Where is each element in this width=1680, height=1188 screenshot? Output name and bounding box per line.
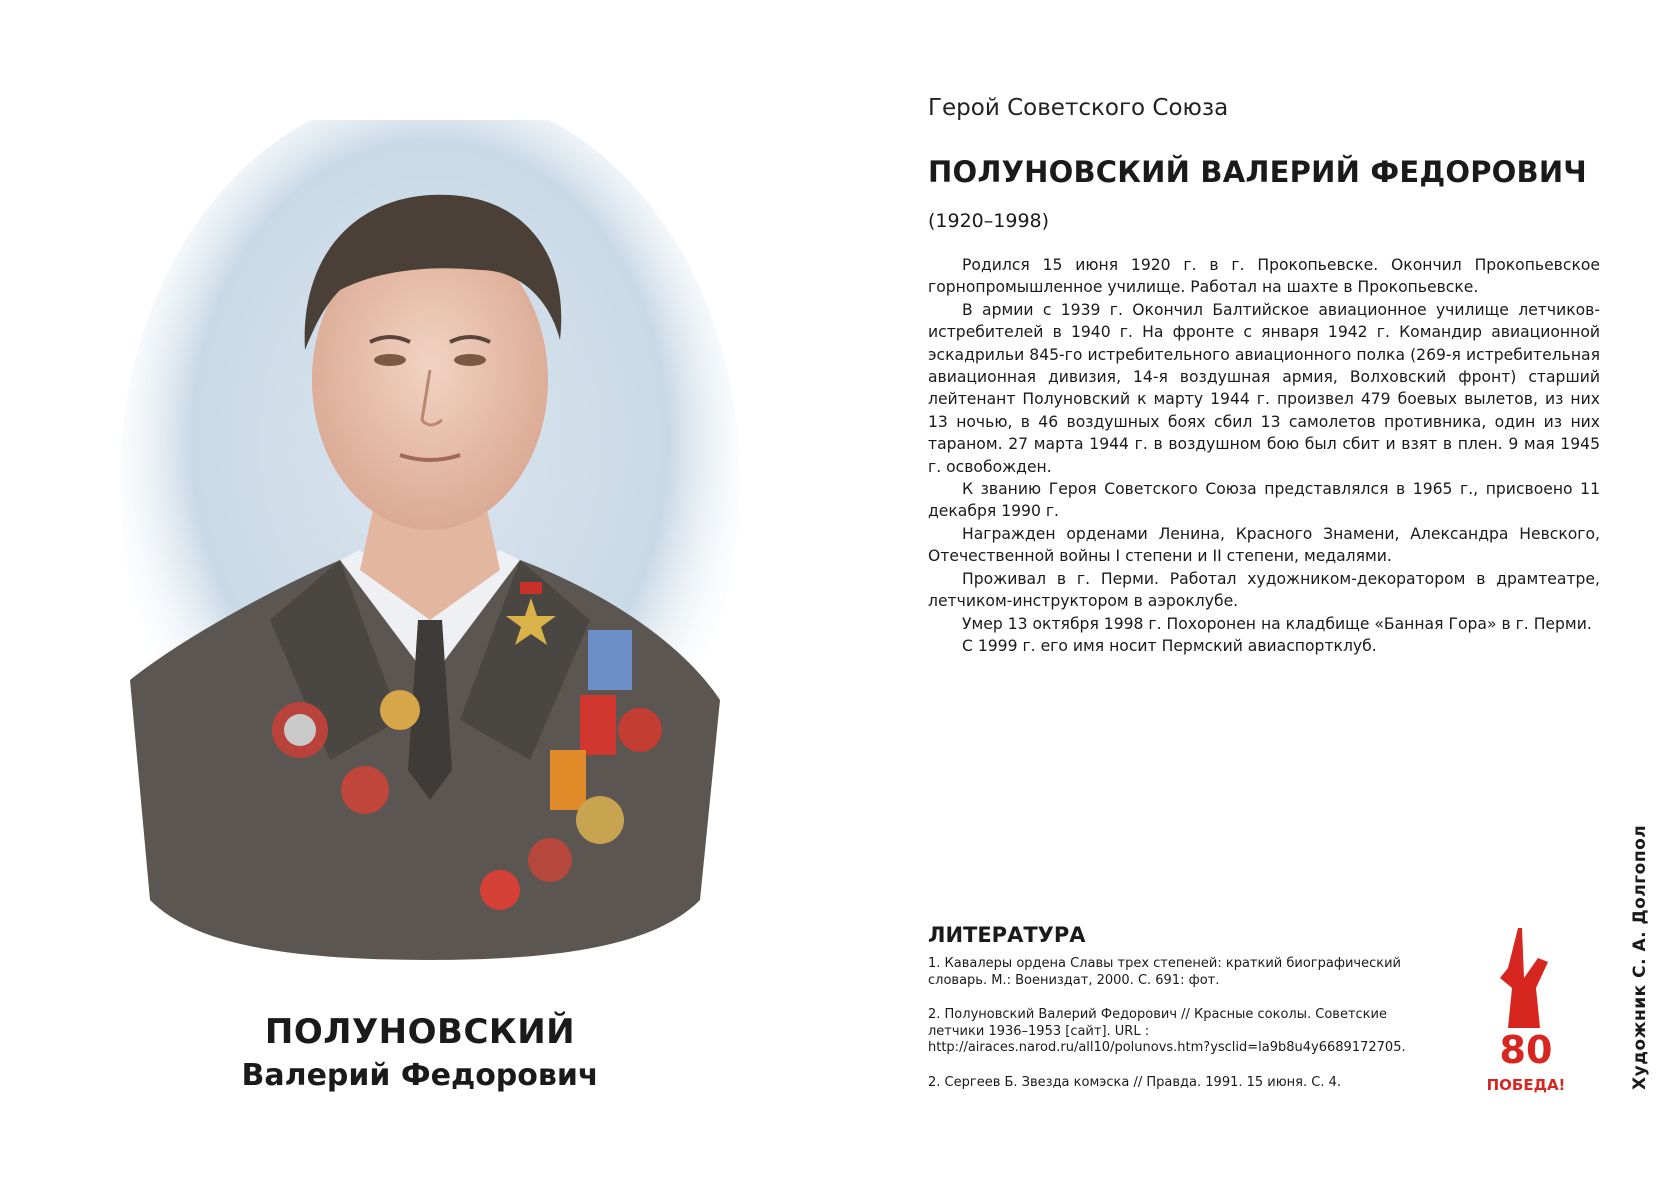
caption-surname: ПОЛУНОВСКИЙ [264,1012,576,1052]
medal-ribbon [550,750,586,810]
bio-paragraph: С 1999 г. его имя носит Пермский авиаспортклуб. [962,636,1377,655]
literature-item: 2. Полуновский Валерий Федорович // Красные соколы. Советские летчики 1936–1953 [сайт]. URL : http://airaces.narod.ru/all10/polunovs.htm?ysclid=la9b8u4y6689172705. [928,1007,1406,1055]
portrait-painting [100,120,740,970]
literature-item: 2. Сергеев Б. Звезда комэска // Правда. 1991. 15 июня. С. 4. [928,1074,1342,1090]
medal [380,690,420,730]
page-subtitle: Герой Советского Союза [928,95,1229,121]
order-medal [341,766,389,814]
biography-section [928,88,1600,657]
page-title: ПОЛУНОВСКИЙ ВАЛЕРИЙ ФЕДОРОВИЧ [928,155,1587,189]
emblem-number: 80 [1499,1028,1553,1072]
bio-paragraph: Награжден орденами Ленина, Красного Знамени, Александра Невского, Отечественной войны I степени и II степени, медалями. [928,524,1600,566]
bio-paragraph: В армии с 1939 г. Окончил Балтийское авиационное училище летчиков-истребителей в 1940 г. На фронте с января 1942 г. Командир авиационной эскадрильи 845-го истребительного авиационного полка (269-я истребительная авиационная дивизия, 14-я воздушная армия, Волховский фронт) старший лейтенант Полуновский к марту 1944 г. произвел 479 боевых вылетов, из них 13 ночью, в 46 воздушных боях сбил 13 самолетов противника, один из них тараном. 27 марта 1944 г. в воздушном бою был сбит и взят в плен. 9 мая 1945 г. освобожден. [928,300,1600,476]
literature-section [928,920,1428,1091]
literature-item: 1. Кавалеры ордена Славы трех степеней: краткий биографический словарь. М.: Воениздат, 2000. С. 691: фот. [928,956,1401,988]
biography-text [928,254,1600,657]
life-years: (1920–1998) [928,210,1050,232]
order-medal [528,838,572,882]
victory-80-logo [1478,918,1574,1098]
motherland-statue-icon [1500,928,1548,1028]
bio-paragraph: Умер 13 октября 1998 г. Похоронен на кладбище «Банная Гора» в г. Перми. [962,614,1592,633]
bio-paragraph: К званию Героя Советского Союза представлялся в 1965 г., присвоено 11 декабря 1990 г. [928,480,1600,521]
victory-emblem [1478,918,1574,1098]
left-eye [374,354,406,366]
caption-given-name: Валерий Федорович [241,1058,599,1093]
bio-paragraph: Родился 15 июня 1920 г. в г. Прокопьевске. Окончил Прокопьевское горнопромышленное училище. Работал на шахте в Прокопьевске. [928,256,1600,297]
artist-credit: Художник С. А. Долгопол [1630,824,1650,1090]
portrait-caption [100,1010,740,1098]
emblem-word: ПОБЕДА! [1486,1076,1566,1094]
order-medal-center [284,714,316,746]
bio-paragraph: Проживал в г. Перми. Работал художником-декоратором в драмтеатре, летчиком-инструктором в аэроклубе. [928,569,1600,611]
medal-ribbon [580,695,616,755]
order-medal [618,708,662,752]
medal-ribbon [588,630,632,690]
order-medal [480,870,520,910]
literature-heading: ЛИТЕРАТУРА [928,923,1086,947]
portrait-illustration [100,120,740,970]
medal [576,796,624,844]
right-eye [454,354,486,366]
hero-ribbon [520,582,542,594]
